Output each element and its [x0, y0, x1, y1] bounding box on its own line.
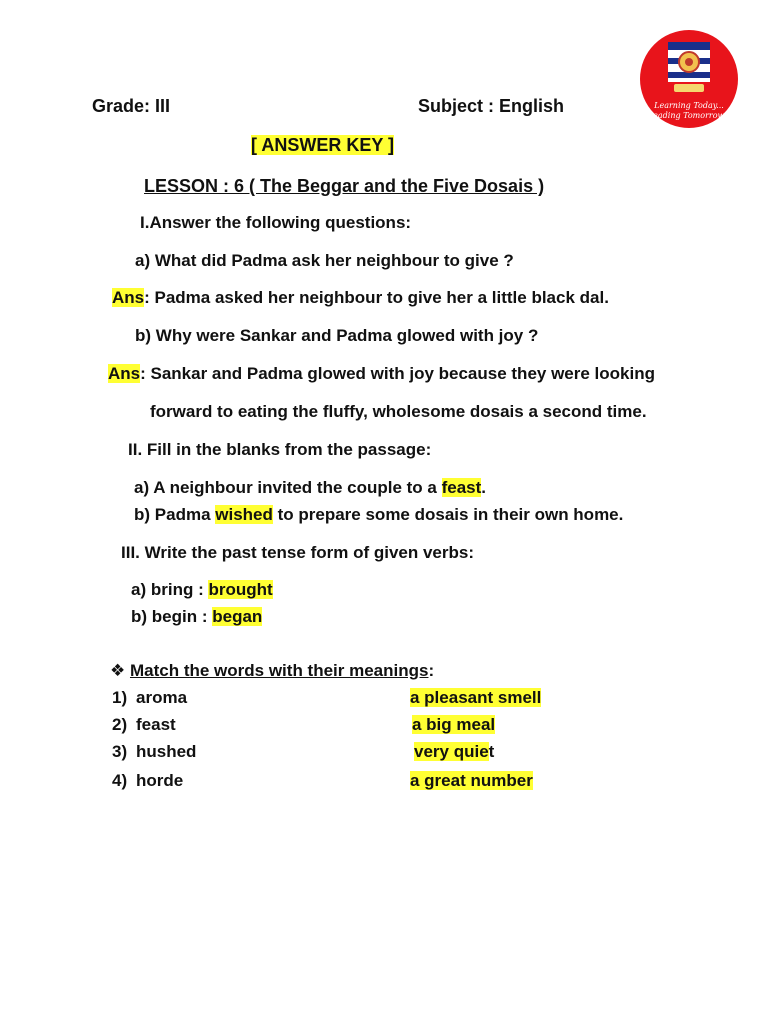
match-num-2: 2) — [112, 715, 128, 734]
ans-label: Ans — [112, 288, 145, 307]
logo-tagline-1: Learning Today... — [654, 101, 724, 110]
match-title — [110, 661, 434, 681]
section-3-title: III. Write the past tense form of given verbs: — [121, 543, 474, 562]
meaning-3-text: very quie — [414, 742, 489, 761]
verb-b-label: b) — [131, 607, 148, 626]
meaning-4-text: a great number — [410, 771, 533, 790]
section-2-title: II. Fill in the blanks from the passage: — [128, 440, 432, 459]
marker-a: a) — [134, 478, 150, 497]
ans-label: Ans — [108, 364, 141, 383]
fill-a-pre: A neighbour invited the couple to a — [153, 478, 437, 497]
answer-a — [112, 288, 609, 308]
fill-b-answer: wished — [215, 505, 273, 524]
grade-label: Grade: III — [92, 96, 171, 116]
lesson-title: LESSON : 6 ( The Beggar and the Five Dosais ) — [144, 176, 545, 196]
answer-key-text: [ ANSWER KEY ] — [251, 135, 395, 155]
meaning-2-text: a big meal — [412, 715, 496, 734]
verb-a-answer: brought — [208, 580, 273, 599]
match-word-4: horde — [136, 771, 184, 790]
fill-b-pre: Padma — [154, 505, 211, 524]
meaning-1-text: a pleasant smell — [410, 688, 542, 707]
marker-b: b) — [134, 505, 151, 524]
answer-b-text-1: : Sankar and Padma glowed with joy because they were looking — [140, 364, 655, 383]
match-meaning-2 — [412, 715, 495, 735]
section-1-title: I.Answer the following questions: — [140, 213, 412, 232]
match-word-2: feast — [136, 715, 176, 734]
match-num-3: 3) — [112, 742, 128, 761]
fill-blank-b — [134, 505, 623, 525]
verb-a-label: a) — [131, 580, 147, 599]
verb-row-b — [131, 607, 262, 627]
verb-a: bring : — [150, 580, 204, 599]
subject-label: Subject : English — [418, 96, 565, 116]
match-meaning-3 — [414, 742, 494, 762]
fill-a-answer: feast — [441, 478, 482, 497]
answer-b-line-2: forward to eating the fluffy, wholesome dosais a second time. — [150, 402, 647, 421]
verb-b: begin : — [151, 607, 208, 626]
fill-b-post: to prepare some dosais in their own home. — [277, 505, 624, 524]
question-a: a) What did Padma ask her neighbour to give ? — [135, 251, 514, 270]
match-meaning-4 — [410, 771, 533, 791]
diamond-bullet-icon: ❖ — [110, 661, 126, 680]
match-word-1: aroma — [136, 688, 188, 707]
match-meaning-1 — [410, 688, 541, 708]
match-title-text: Match the words with their meanings — [129, 661, 429, 680]
answer-key-title — [251, 135, 394, 156]
match-title-colon: : — [428, 661, 435, 680]
match-num-1: 1) — [112, 688, 128, 707]
match-num-4: 4) — [112, 771, 128, 790]
logo-tagline-2: Leading Tomorrow ! — [647, 111, 731, 120]
fill-a-post: . — [481, 478, 487, 497]
school-logo — [640, 30, 738, 128]
match-word-3: hushed — [136, 742, 197, 761]
verb-row-a — [131, 580, 273, 600]
question-b: b) Why were Sankar and Padma glowed with joy ? — [135, 326, 539, 345]
fill-blank-a — [134, 478, 486, 498]
flag-emblem-icon — [666, 40, 712, 98]
answer-b-line-1 — [108, 364, 655, 384]
meaning-3-tail: t — [488, 742, 495, 761]
answer-a-text: : Padma asked her neighbour to give her a little black dal. — [144, 288, 609, 307]
verb-b-answer: began — [212, 607, 263, 626]
